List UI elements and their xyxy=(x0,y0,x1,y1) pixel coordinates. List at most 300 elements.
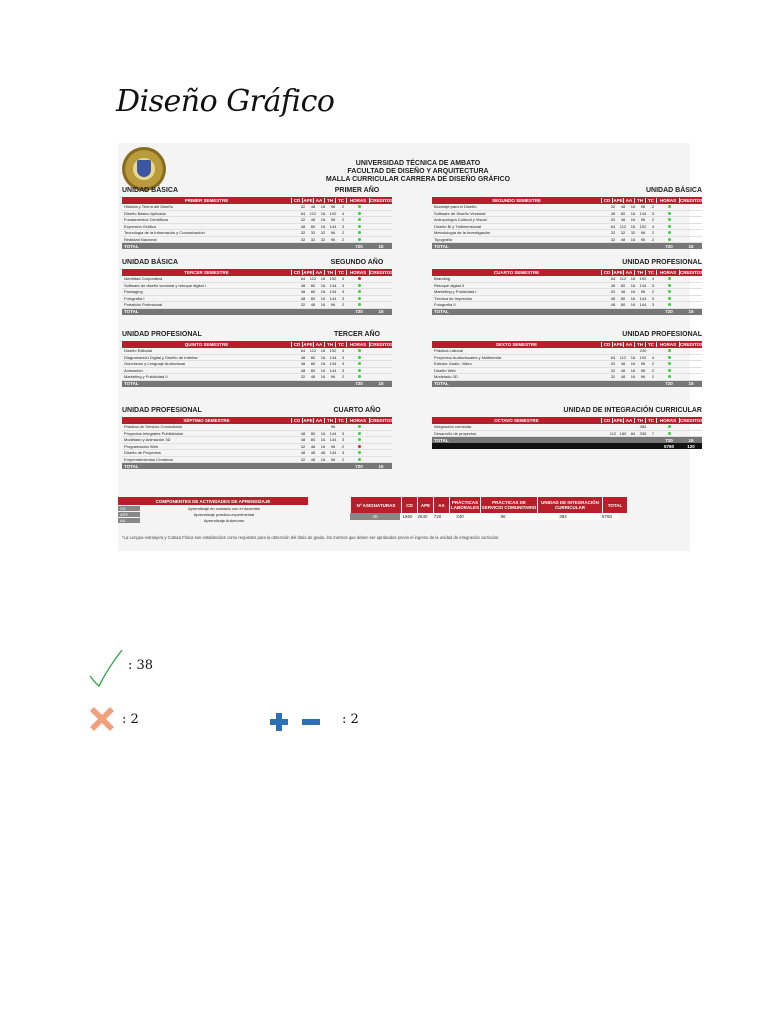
subject-value: 48 xyxy=(620,217,626,223)
status-mark xyxy=(348,296,370,301)
subject-value: 112 xyxy=(619,354,627,360)
summary-header: TOTAL xyxy=(602,497,627,513)
subject-value: 16 xyxy=(320,367,326,373)
status-dot-icon xyxy=(668,362,671,365)
subject-value: 32 xyxy=(310,236,316,242)
subject-name: Bocetaje para el Diseño xyxy=(434,204,477,210)
status-mark xyxy=(348,457,370,462)
subject-value: 32 xyxy=(310,230,316,236)
subject-value: 96 xyxy=(330,424,336,430)
unit-label: UNIDAD BÁSICA xyxy=(122,259,178,266)
subject-value: 48 xyxy=(300,295,306,301)
total-label: TOTAL xyxy=(124,381,139,386)
subject-value: 16 xyxy=(630,367,636,373)
subject-value: 96 xyxy=(330,374,336,380)
subject-value: 16 xyxy=(320,223,326,229)
status-mark xyxy=(348,348,370,353)
col-header: CREDITOS xyxy=(370,418,394,423)
subject-value: 2 xyxy=(651,230,655,236)
subject-value: 80 xyxy=(310,223,316,229)
status-mark xyxy=(348,302,370,307)
status-dot-icon xyxy=(358,438,361,441)
subject-value: 32 xyxy=(300,302,306,308)
subject-value: 80 xyxy=(310,361,316,367)
subject-value: 3 xyxy=(651,282,655,288)
subject-name: Diseño Editorial xyxy=(124,348,153,354)
subject-value: 2 xyxy=(341,204,345,210)
subject-value: 16 xyxy=(630,217,636,223)
col-header: HORAS xyxy=(656,418,679,423)
subject-value: 48 xyxy=(320,450,326,456)
status-dot-icon xyxy=(358,445,361,448)
col-header: TH xyxy=(324,342,335,347)
semester-name: SÉPTIMO SEMESTRE xyxy=(183,418,230,423)
subject-value: 96 xyxy=(640,289,646,295)
subject-value: 64 xyxy=(300,210,306,216)
subject-value: 144 xyxy=(329,430,337,436)
component-value: Aprendizaje practico-experimental xyxy=(193,511,255,517)
subject-value: 3 xyxy=(341,223,345,229)
subject-value: 4 xyxy=(341,210,345,216)
summary-header: AA xyxy=(433,497,449,513)
col-header: CD xyxy=(601,418,612,423)
subject-value: 96 xyxy=(640,217,646,223)
summary-header: APE xyxy=(417,497,433,513)
subject-value: 48 xyxy=(300,450,306,456)
footnote: *La Lengua extranjera y Cultura Física son establecidos como requisitos para la obtención del título de grado, los mismos que deben ser aprobados previo el ingreso de la unidad de integración curricular. xyxy=(122,535,500,540)
total-label: TOTAL xyxy=(124,463,139,469)
unit-label: UNIDAD PROFESIONAL xyxy=(122,407,202,414)
grand-total-horas: 5760 xyxy=(663,443,674,449)
subject-name: Software de diseño vectorial y retoque digital I xyxy=(124,282,206,288)
col-header: TC xyxy=(645,342,656,347)
col-header: AA xyxy=(623,270,634,275)
status-dot-icon xyxy=(668,369,671,372)
status-mark xyxy=(658,348,680,353)
year-label: CUARTO AÑO xyxy=(333,407,381,414)
subject-value: 32 xyxy=(610,374,616,380)
subject-value: 32 xyxy=(300,230,306,236)
summary-table xyxy=(350,497,684,520)
subject-value: 32 xyxy=(300,217,306,223)
subject-value: 64 xyxy=(300,348,306,354)
col-header: APE xyxy=(613,198,623,203)
status-dot-icon xyxy=(668,303,671,306)
subject-value: 48 xyxy=(310,443,316,449)
subject-value: 48 xyxy=(300,367,306,373)
subject-value: 144 xyxy=(639,295,647,301)
subject-value: 16 xyxy=(630,276,636,282)
total-horas: 720 xyxy=(355,463,363,469)
subject-value: 48 xyxy=(610,295,616,301)
status-mark xyxy=(658,230,680,235)
subject-value: 4 xyxy=(651,223,655,229)
col-header: HORAS xyxy=(346,198,369,203)
subject-value: 112 xyxy=(309,348,317,354)
subject-value: 16 xyxy=(320,302,326,308)
status-mark xyxy=(348,444,370,449)
subject-value: 3 xyxy=(341,282,345,288)
year-label: PRIMER AÑO xyxy=(334,187,380,194)
total-creditos: 15 xyxy=(688,437,694,443)
subject-value: 96 xyxy=(640,374,646,380)
subject-name: Proyectos Integrales Publicitarios xyxy=(124,430,184,436)
semester-name: SEGUNDO SEMESTRE xyxy=(492,198,541,203)
subject-value: 144 xyxy=(329,354,337,360)
subject-name: Expresión Gráfica xyxy=(124,223,156,229)
col-header: CD xyxy=(291,270,302,275)
subject-value: 96 xyxy=(330,456,336,462)
status-mark xyxy=(658,217,680,222)
semester-section xyxy=(412,407,702,469)
status-mark xyxy=(348,224,370,229)
summary-header: PRÁCTICAS LABORALES xyxy=(449,497,480,513)
col-header: TC xyxy=(335,270,346,275)
col-header: HORAS xyxy=(656,198,679,203)
summary-value: 240 xyxy=(445,513,475,520)
subject-value: 3 xyxy=(341,289,345,295)
subject-value: 4 xyxy=(341,276,345,282)
col-header: AA xyxy=(313,270,324,275)
semester-name: CUARTO SEMESTRE xyxy=(493,270,540,275)
status-mark xyxy=(658,368,680,373)
subject-value: 80 xyxy=(620,295,626,301)
subject-value: 48 xyxy=(610,210,616,216)
subject-value: 144 xyxy=(329,367,337,373)
subject-value: 96 xyxy=(330,443,336,449)
status-dot-icon xyxy=(668,212,671,215)
subject-value: 144 xyxy=(329,295,337,301)
col-header: TH xyxy=(634,418,645,423)
subject-value: 2 xyxy=(651,289,655,295)
subject-value: 96 xyxy=(330,204,336,210)
faculty-name: FACULTAD DE DISEÑO Y ARQUITECTURA xyxy=(347,168,489,175)
subject-value: 96 xyxy=(640,230,646,236)
subject-value: 16 xyxy=(320,289,326,295)
subject-value: 7 xyxy=(651,430,655,436)
subject-value: 48 xyxy=(620,361,626,367)
semester-table xyxy=(432,417,702,449)
col-header: CD xyxy=(601,198,612,203)
subject-value: 192 xyxy=(329,210,337,216)
semester-name: OCTAVO SEMESTRE xyxy=(494,418,539,423)
subject-value: 144 xyxy=(329,361,337,367)
status-mark xyxy=(348,437,370,442)
semester-table xyxy=(122,341,392,387)
status-mark xyxy=(348,355,370,360)
subject-value: 80 xyxy=(310,289,316,295)
subject-name: Proyectos Audiovisuales y Multimedia xyxy=(434,354,501,360)
subject-name: Historia y Teoría del Diseño xyxy=(124,204,173,210)
plus-minus-count: : 2 xyxy=(342,712,359,727)
summary-value: 720 xyxy=(430,513,445,520)
status-mark xyxy=(348,289,370,294)
subject-name: Identidad Corporativa xyxy=(124,276,163,282)
col-header: CREDITOS xyxy=(680,418,704,423)
subject-name: Tipografía xyxy=(434,236,452,242)
status-mark xyxy=(348,283,370,288)
status-dot-icon xyxy=(358,212,361,215)
status-mark xyxy=(658,237,680,242)
subject-name: Diseño Web xyxy=(434,367,456,373)
subject-value: 48 xyxy=(300,282,306,288)
subject-value: 192 xyxy=(639,354,647,360)
col-header: CREDITOS xyxy=(680,198,704,203)
col-header: CREDITOS xyxy=(370,342,394,347)
subject-value: 112 xyxy=(309,276,317,282)
semester-table xyxy=(122,417,392,469)
subject-name: Packaging xyxy=(124,289,143,295)
semester-table xyxy=(122,197,392,249)
status-mark xyxy=(348,211,370,216)
semester-section xyxy=(412,259,702,321)
total-label: TOTAL xyxy=(434,309,449,314)
col-header: AA xyxy=(623,418,634,423)
subject-value: 48 xyxy=(300,354,306,360)
total-horas: 720 xyxy=(665,381,673,386)
subject-value: 48 xyxy=(620,204,626,210)
status-dot-icon xyxy=(668,290,671,293)
semester-section xyxy=(412,331,702,393)
subject-value: 2 xyxy=(651,367,655,373)
subject-value: 2 xyxy=(341,374,345,380)
subject-value: 64 xyxy=(300,276,306,282)
status-mark xyxy=(658,211,680,216)
subject-name: Diseño de Proyectos xyxy=(124,450,161,456)
col-header: TC xyxy=(645,418,656,423)
curriculum-image xyxy=(118,143,704,551)
subject-value: 32 xyxy=(610,236,616,242)
subject-value: 48 xyxy=(300,437,306,443)
status-dot-icon xyxy=(668,205,671,208)
subject-value: 16 xyxy=(320,361,326,367)
subject-value: 3 xyxy=(341,295,345,301)
summary-value: 2640 xyxy=(415,513,430,520)
status-mark xyxy=(348,237,370,242)
col-header: CD xyxy=(601,270,612,275)
subject-value: 2 xyxy=(651,236,655,242)
total-horas: 720 xyxy=(665,309,673,314)
subject-value: 32 xyxy=(630,230,636,236)
subject-value: 16 xyxy=(630,302,636,308)
total-horas: 720 xyxy=(355,309,363,314)
subject-value: 16 xyxy=(630,374,636,380)
col-header: TH xyxy=(324,198,335,203)
subject-value: 2 xyxy=(651,361,655,367)
university-name: UNIVERSIDAD TÉCNICA DE AMBATO xyxy=(355,160,481,167)
total-horas: 720 xyxy=(665,437,673,443)
status-mark xyxy=(348,374,370,379)
status-mark xyxy=(658,276,680,281)
subject-name: Marketing y Publicidad II xyxy=(124,374,168,380)
subject-value: 3 xyxy=(651,302,655,308)
check-icon xyxy=(88,648,124,688)
subject-value: 32 xyxy=(610,217,616,223)
status-dot-icon xyxy=(668,356,671,359)
col-header: AA xyxy=(623,198,634,203)
subject-value: 16 xyxy=(320,456,326,462)
status-dot-icon xyxy=(358,375,361,378)
subject-value: 96 xyxy=(330,217,336,223)
subject-value: 84 xyxy=(630,430,636,436)
unit-label: UNIDAD PROFESIONAL xyxy=(622,331,702,338)
status-mark xyxy=(658,204,680,209)
status-mark xyxy=(658,355,680,360)
status-dot-icon xyxy=(358,369,361,372)
col-header: HORAS xyxy=(346,418,369,423)
components-legend xyxy=(118,497,308,523)
subject-value: 32 xyxy=(610,367,616,373)
subject-value: 112 xyxy=(619,223,627,229)
subject-name: Técnica de Impresión xyxy=(434,295,473,301)
subject-value: 48 xyxy=(620,367,626,373)
curriculum-title: MALLA CURRICULAR CARRERA DE DISEÑO GRÁFICO xyxy=(325,176,511,183)
status-dot-icon xyxy=(668,425,671,428)
status-dot-icon xyxy=(668,225,671,228)
subject-name: Metodología de la Investigación xyxy=(434,230,491,236)
semester-table xyxy=(432,341,702,387)
subject-value: 48 xyxy=(620,289,626,295)
subject-name: Tecnología de la Información y Comunicación xyxy=(124,230,205,236)
col-header: HORAS xyxy=(346,342,369,347)
subject-value: 3 xyxy=(651,295,655,301)
col-header: CD xyxy=(291,418,302,423)
subject-name: Desarrollo de proyectos xyxy=(434,430,477,436)
subject-value: 4 xyxy=(651,354,655,360)
col-header: CD xyxy=(291,198,302,203)
subject-value: 80 xyxy=(310,354,316,360)
subject-value: 16 xyxy=(630,282,636,288)
unit-label: UNIDAD PROFESIONAL xyxy=(122,331,202,338)
col-header: CD xyxy=(601,342,612,347)
subject-value: 144 xyxy=(639,282,647,288)
subject-value: 80 xyxy=(310,367,316,373)
subject-value: 16 xyxy=(320,443,326,449)
grand-total-creditos: 120 xyxy=(687,443,695,449)
subject-value: 3 xyxy=(341,437,345,443)
subject-value: 3 xyxy=(341,354,345,360)
subject-name: Emprendimientos Creativos xyxy=(124,456,174,462)
subject-name: Animación xyxy=(124,367,143,373)
subject-value: 80 xyxy=(310,282,316,288)
subject-value: 16 xyxy=(630,354,636,360)
subject-value: 48 xyxy=(620,374,626,380)
col-header: CD xyxy=(291,342,302,347)
status-dot-icon xyxy=(358,362,361,365)
subject-value: 192 xyxy=(329,348,337,354)
status-dot-icon xyxy=(358,290,361,293)
subject-value: 16 xyxy=(320,295,326,301)
subject-name: Edición: Audio, Video xyxy=(434,361,472,367)
status-mark xyxy=(348,217,370,222)
subject-value: 2 xyxy=(341,236,345,242)
total-horas: 720 xyxy=(665,243,673,249)
subject-value: 32 xyxy=(610,289,616,295)
subject-value: 3 xyxy=(341,430,345,436)
subject-value: 144 xyxy=(329,437,337,443)
total-creditos: 15 xyxy=(688,381,694,386)
status-mark xyxy=(658,302,680,307)
subject-value: 336 xyxy=(639,430,647,436)
subject-value: 32 xyxy=(300,443,306,449)
subject-value: 32 xyxy=(620,230,626,236)
total-creditos: 15 xyxy=(378,243,384,249)
semester-table xyxy=(432,197,702,249)
subject-name: Diseño Básico Aplicado xyxy=(124,210,166,216)
subject-value: 48 xyxy=(310,217,316,223)
subject-value: 32 xyxy=(320,230,326,236)
subject-value: 48 xyxy=(310,456,316,462)
subject-value: 2 xyxy=(341,456,345,462)
subject-value: 48 xyxy=(300,361,306,367)
subject-value: 3 xyxy=(651,210,655,216)
col-header: TH xyxy=(324,418,335,423)
col-header: APE xyxy=(613,418,623,423)
status-mark xyxy=(348,424,370,429)
col-header: TH xyxy=(634,342,645,347)
status-mark xyxy=(658,374,680,379)
summary-value: 1660 xyxy=(400,513,415,520)
subject-value: 64 xyxy=(610,223,616,229)
col-header: APE xyxy=(613,270,623,275)
subject-value: 192 xyxy=(639,276,647,282)
total-label: TOTAL xyxy=(124,243,139,249)
subject-value: 192 xyxy=(639,223,647,229)
subject-name: Integración curricular xyxy=(434,424,472,430)
status-dot-icon xyxy=(668,277,671,280)
component-value: Aprendizaje en contacto con el docentes xyxy=(187,505,261,511)
status-mark xyxy=(658,283,680,288)
semester-section xyxy=(122,407,412,469)
subject-name: Fotografía II xyxy=(434,302,456,308)
university-seal-icon xyxy=(122,147,166,191)
status-mark xyxy=(348,361,370,366)
subject-name: Portafolio Profesional xyxy=(124,302,163,308)
col-header: AA xyxy=(313,418,324,423)
subject-value: 16 xyxy=(320,204,326,210)
total-label: TOTAL xyxy=(124,309,139,314)
subject-name: Práctica Laboral xyxy=(434,348,463,354)
status-dot-icon xyxy=(358,238,361,241)
status-dot-icon xyxy=(358,284,361,287)
status-mark xyxy=(658,424,680,429)
subject-name: Modelado 3D xyxy=(434,374,458,380)
status-mark xyxy=(348,450,370,455)
subject-value: 80 xyxy=(620,210,626,216)
status-dot-icon xyxy=(358,425,361,428)
subject-name: Programación Web xyxy=(124,443,159,449)
subject-value: 16 xyxy=(320,348,326,354)
status-mark xyxy=(658,296,680,301)
subject-value: 80 xyxy=(310,430,316,436)
subject-value: 3 xyxy=(341,450,345,456)
subject-value: 144 xyxy=(329,223,337,229)
col-header: CREDITOS xyxy=(680,342,704,347)
status-dot-icon xyxy=(358,349,361,352)
subject-value: 2 xyxy=(341,230,345,236)
col-header: APE xyxy=(303,342,313,347)
col-header: APE xyxy=(303,418,313,423)
col-header: APE xyxy=(303,198,313,203)
col-header: TC xyxy=(335,342,346,347)
semester-table xyxy=(122,269,392,315)
subject-name: Diagramación Digital y Diseño de Interfaz xyxy=(124,354,198,360)
check-count: : 38 xyxy=(128,658,154,673)
total-label: TOTAL xyxy=(434,381,449,386)
status-dot-icon xyxy=(668,218,671,221)
subject-value: 16 xyxy=(630,361,636,367)
subject-value: 80 xyxy=(310,295,316,301)
